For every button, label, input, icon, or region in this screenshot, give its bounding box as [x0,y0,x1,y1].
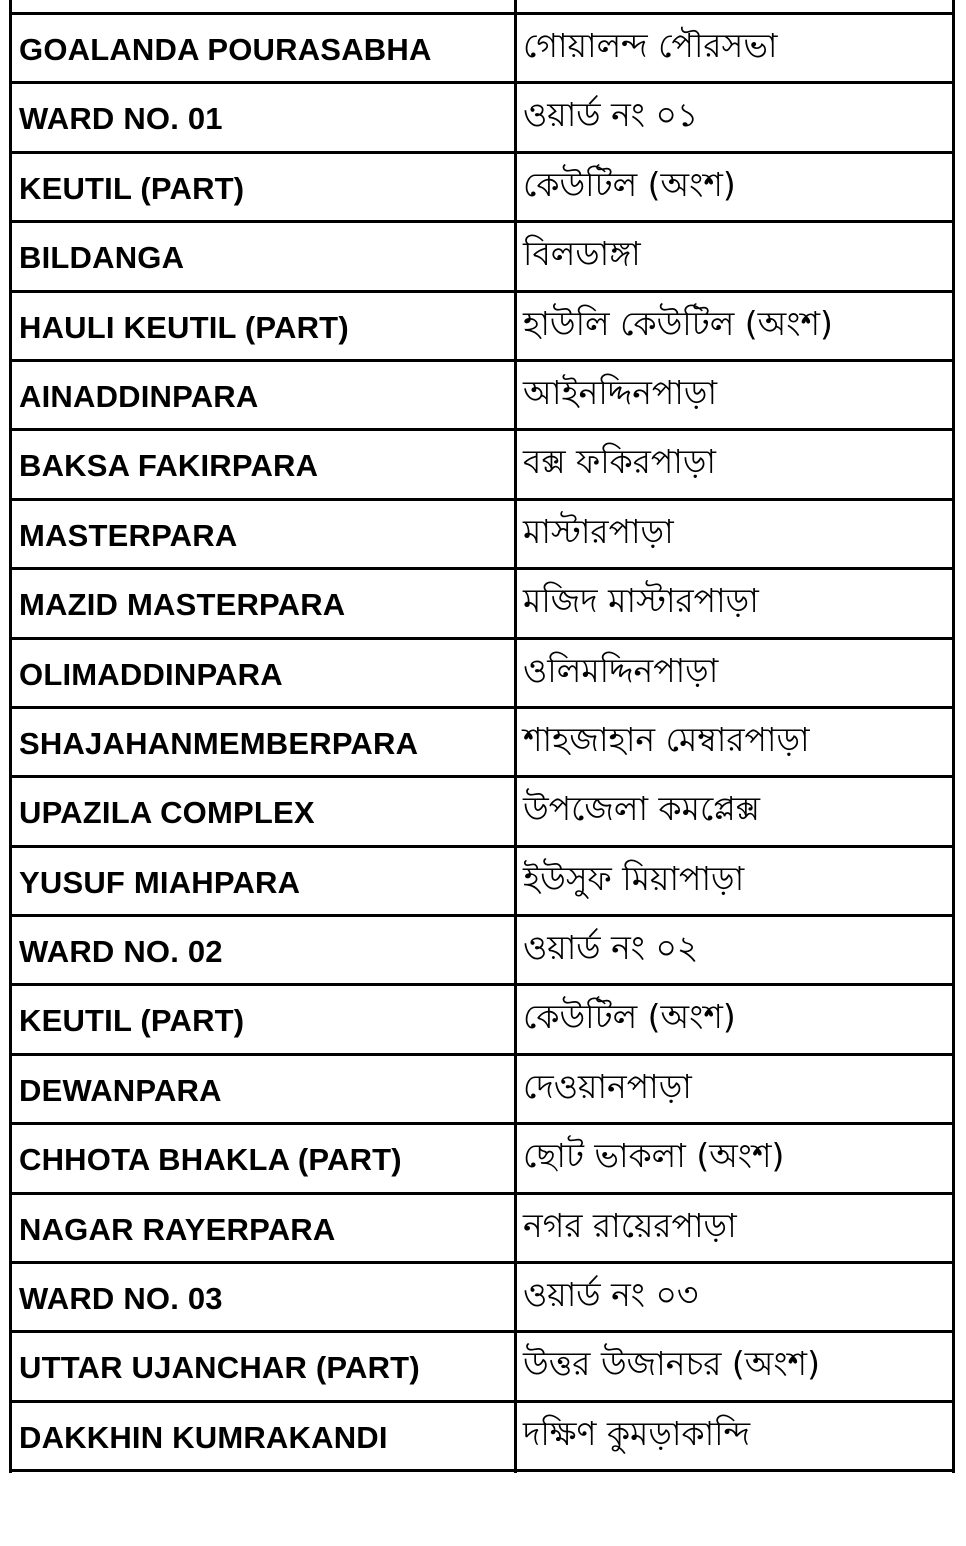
english-name-cell: OLIMADDINPARA [19,656,283,692]
bengali-name-cell: কেউটিল (অংশ) [523,164,736,204]
english-name-cell: BILDANGA [19,240,185,276]
cut-off-header-row [0,0,966,12]
table-row [9,567,955,636]
table-column-divider [514,0,517,1473]
bengali-name-cell: নগর রায়েরপাড়া [523,1205,737,1245]
table-row [9,81,955,150]
table-row [9,1400,955,1472]
table-row [9,914,955,983]
table-row [9,775,955,844]
english-name-cell: WARD NO. 03 [19,1281,223,1317]
english-name-cell: MAZID MASTERPARA [19,587,346,623]
table-border-right [952,0,955,1473]
bengali-name-cell: মজিদ মাস্টারপাড়া [523,581,759,621]
bengali-name-cell: ওয়ার্ড নং ০২ [523,928,699,968]
english-name-cell: YUSUF MIAHPARA [19,864,301,900]
table-row [9,845,955,914]
english-name-cell: WARD NO. 02 [19,934,223,970]
bengali-name-cell: ওলিমদ্দিনপাড়া [523,650,719,690]
table-row [9,151,955,220]
english-name-cell: DAKKHIN KUMRAKANDI [19,1419,388,1455]
bengali-name-cell: বক্স ফকিরপাড়া [523,442,716,482]
bengali-name-cell: দেওয়ানপাড়া [523,1066,692,1106]
english-name-cell: AINADDINPARA [19,378,259,414]
table-row [9,359,955,428]
bengali-name-cell: ছোট ভাকলা (অংশ) [523,1136,785,1176]
bengali-name-cell: শাহজাহান মেম্বারপাড়া [523,719,810,759]
bengali-name-cell: দক্ষিণ কুমড়াকান্দি [523,1413,751,1453]
bengali-name-cell: ইউসুফ মিয়াপাড়া [523,858,745,898]
bengali-name-cell: উপজেলা কমপ্লেক্স [523,789,760,829]
table-row [9,706,955,775]
bengali-name-cell: ওয়ার্ড নং ০৩ [523,1275,699,1315]
english-name-cell: KEUTIL (PART) [19,170,245,206]
english-name-cell: MASTERPARA [19,517,238,553]
english-name-cell: NAGAR RAYERPARA [19,1211,336,1247]
english-name-cell: CHHOTA BHAKLA (PART) [19,1142,402,1178]
table-row [9,1330,955,1399]
bengali-name-cell: বিলডাঙ্গা [523,234,641,274]
english-name-cell: SHAJAHANMEMBERPARA [19,725,419,761]
bengali-name-cell: কেউটিল (অংশ) [523,997,736,1037]
table-row [9,290,955,359]
table-row [9,1261,955,1330]
bengali-name-cell: আইনদ্দিনপাড়া [523,372,718,412]
table-row [9,1122,955,1191]
table-row [9,428,955,497]
english-name-cell: BAKSA FAKIRPARA [19,448,319,484]
table-row [9,498,955,567]
english-name-cell: WARD NO. 01 [19,101,223,137]
english-name-cell: HAULI KEUTIL (PART) [19,309,349,345]
english-name-cell: GOALANDA POURASABHA [19,32,432,67]
english-name-cell: DEWANPARA [19,1072,222,1108]
table-row [9,637,955,706]
table-row [9,220,955,289]
bengali-name-cell: মাস্টারপাড়া [523,511,674,551]
english-name-cell: UTTAR UJANCHAR (PART) [19,1350,420,1386]
table-row [9,983,955,1052]
bengali-name-cell: ওয়ার্ড নং ০১ [523,95,699,135]
english-name-cell: UPAZILA COMPLEX [19,795,315,831]
table-row [9,12,955,81]
table-row [9,1192,955,1261]
table-row [9,1053,955,1122]
bengali-name-cell: গোয়ালন্দ পৌরসভা [523,26,778,65]
bengali-name-cell: হাউলি কেউটিল (অংশ) [523,303,833,343]
bengali-name-cell: উত্তর উজানচর (অংশ) [523,1344,820,1384]
place-name-table [9,12,955,1472]
table-border-left [9,0,12,1473]
english-name-cell: KEUTIL (PART) [19,1003,245,1039]
